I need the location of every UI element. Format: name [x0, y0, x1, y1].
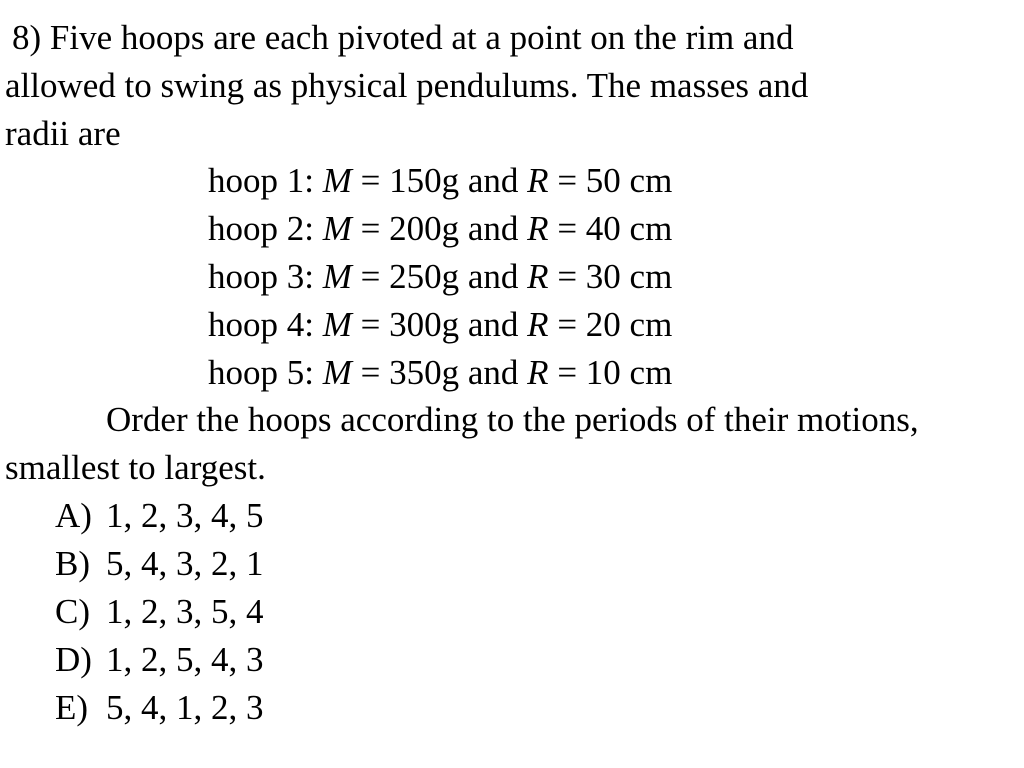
radius-value: = 40 cm [548, 209, 673, 248]
option-text: 1, 2, 3, 5, 4 [106, 592, 264, 631]
hoop-label: hoop 3: [208, 257, 314, 296]
mass-symbol: M [322, 209, 352, 248]
question-line-2: smallest to largest. [5, 448, 266, 487]
radius-value: = 20 cm [548, 305, 673, 344]
radius-value: = 10 cm [548, 353, 673, 392]
hoop-label: hoop 4: [208, 305, 314, 344]
mass-value: = 150g and [351, 161, 528, 200]
option-letter: D) [55, 640, 92, 679]
mass-symbol: M [322, 161, 352, 200]
problem-intro-line-1 [12, 18, 793, 58]
radius-symbol: R [527, 209, 549, 248]
radius-symbol: R [527, 305, 549, 344]
problem-number: 8) [12, 18, 42, 57]
question-line-1: Order the hoops according to the periods of their motions, [106, 400, 919, 439]
option-text: 1, 2, 3, 4, 5 [106, 496, 264, 535]
mass-value: = 200g and [351, 209, 528, 248]
hoop-label: hoop 2: [208, 209, 314, 248]
radius-symbol: R [527, 161, 549, 200]
problem-intro-line-2: allowed to swing as physical pendulums. The masses and [5, 66, 809, 105]
option-text: 5, 4, 1, 2, 3 [106, 688, 264, 727]
option-letter: B) [55, 544, 90, 583]
hoop-5-line [208, 353, 672, 393]
radius-symbol: R [527, 353, 549, 392]
hoop-4-line [208, 305, 672, 345]
hoop-1-line [208, 161, 672, 201]
option-b [55, 544, 264, 584]
option-text: 1, 2, 5, 4, 3 [106, 640, 264, 679]
mass-value: = 350g and [351, 353, 528, 392]
option-a [55, 496, 264, 536]
problem-intro-text-1: Five hoops are each pivoted at a point on the rim and [49, 18, 794, 57]
hoop-label: hoop 1: [208, 161, 314, 200]
mass-symbol: M [322, 353, 352, 392]
mass-value: = 300g and [351, 305, 528, 344]
mass-value: = 250g and [351, 257, 528, 296]
option-letter: E) [55, 688, 89, 727]
mass-symbol: M [322, 305, 352, 344]
hoop-label: hoop 5: [208, 353, 314, 392]
radius-value: = 50 cm [548, 161, 673, 200]
option-e [55, 688, 264, 728]
option-d [55, 640, 264, 680]
hoop-3-line [208, 257, 672, 297]
radius-symbol: R [527, 257, 549, 296]
radius-value: = 30 cm [548, 257, 673, 296]
option-text: 5, 4, 3, 2, 1 [106, 544, 264, 583]
problem-intro-line-3: radii are [5, 114, 121, 153]
mass-symbol: M [322, 257, 352, 296]
option-c [55, 592, 264, 632]
option-letter: A) [55, 496, 92, 535]
hoop-2-line [208, 209, 672, 249]
option-letter: C) [55, 592, 90, 631]
